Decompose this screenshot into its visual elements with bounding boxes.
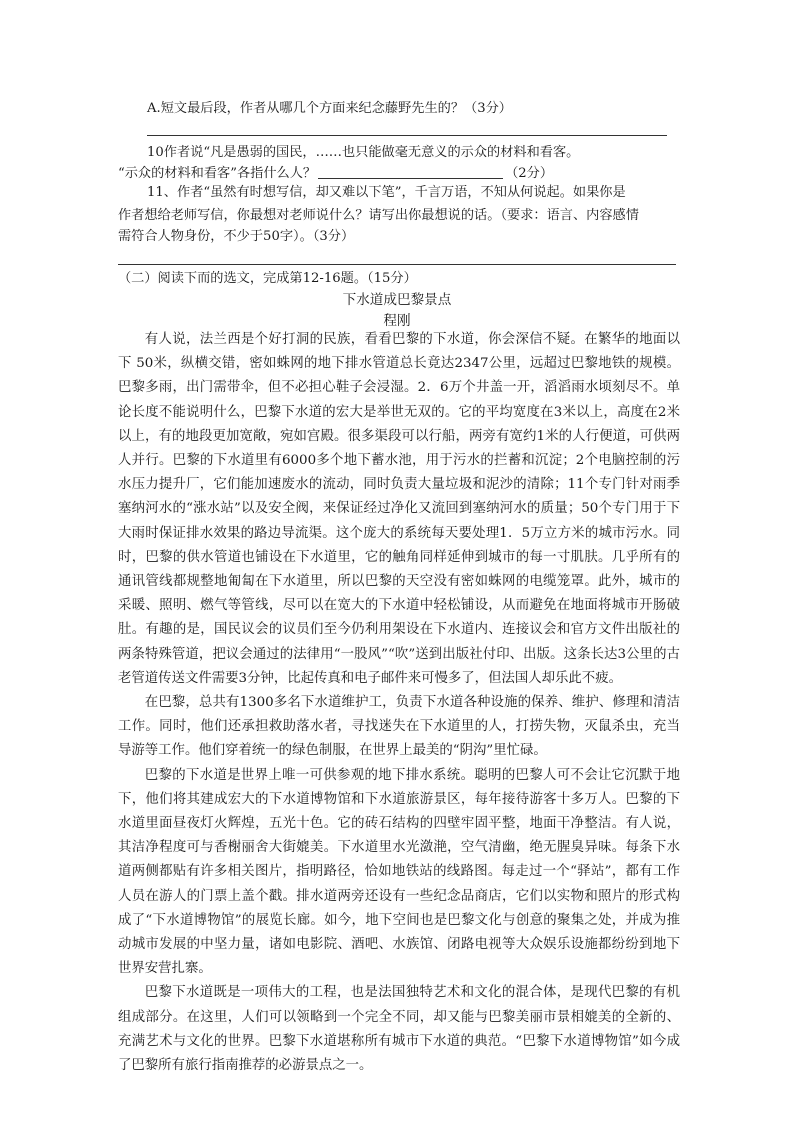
question-10-line-2 bbox=[118, 165, 553, 182]
article-paragraph: 有人说，法兰西是个好打洞的民族，看看巴黎的下水道，你会深信不疑。在繁华的地面以下 50米，纵横交错，密如蛛网的地下排水管道总长竟达2347公里，远超过巴黎地铁的规模。巴黎多雨，出门需带伞，但不必担心鞋子会浸湿。2．6万个井盖一开，滔滔雨水顷刻尽不。单论长度不能说明什么，巴黎下水道的宏大是举世无双的。它的平均宽度在3米以上，高度在2米以上，有的地段更加宽敞，宛如宫殿。很多渠段可以行船，两旁有宽约1米的人行便道，可供两人并行。巴黎的下水道里有6000多个地下蓄水池，用于污水的拦蓄和沉淀；2个电脑控制的污水压力提升厂，它们能加速废水的流动，同时负责大量垃圾和泥沙的清除；11个专门针对雨季塞纳河水的“涨水站”以及安全阀，来保证经过净化又流回到塞纳河水的质量；50个专门用于下大雨时保证排水效果的路边导流渠。这个庞大的系统每天要处理1．5万立方米的城市污水。同时，巴黎的供水管道也铺设在下水道里，它的触角同样延伸到城市的每一寸肌肤。几乎所有的通讯管线都规整地匍匐在下水道里，所以巴黎的天空没有密如蛛网的电缆笼罩。此外，城市的采暖、照明、燃气等管线，尽可以在宽大的下水道中轻松铺设，从而避免在地面将城市开肠破肚。有趣的是，国民议会的议员们至今仍利用架设在下水道内、连接议会和官方文件出版社的两条特殊管道，把议会通过的法律用“一股风”“吹”送到出版社付印、出版。这条长达3公里的古老管道传送文件需要3分钟，比起传真和电子邮件来可慢多了，但法国人却乐此不疲。 bbox=[118, 332, 680, 686]
question-11-line-3: 需符合人物身份，不少于50字）。（3分） bbox=[118, 229, 355, 244]
question-a: A.短文最后段，作者从哪几个方面来纪念藤野先生的？（3分） bbox=[147, 101, 512, 116]
answer-line-a[interactable] bbox=[147, 135, 667, 136]
article-paragraph: 在巴黎，总共有1300多名下水道维护工，负责下水道各种设施的保养、维护、修理和清洁工作。同时，他们还承担救助落水者，寻找迷失在下水道里的人，打捞失物，灭鼠杀虫，充当导游等工作。他们穿着统一的绿色制服，在世界上最美的“阴沟”里忙碌。 bbox=[118, 695, 680, 759]
article-paragraph: 巴黎下水道既是一项伟大的工程，也是法国独特艺术和文化的混合体，是现代巴黎的有机组成部分。在这里，人们可以领略到一个完全不同，却又能与巴黎美丽市景相媲美的全新的、充满艺术与文化的世界。巴黎下水道堪称所有城市下水道的典范。“巴黎下水道博物馆”如今成了巴黎所有旅行指南推荐的必游景点之一。 bbox=[118, 985, 680, 1074]
answer-line-11[interactable] bbox=[118, 264, 676, 265]
question-11-line-2: 作者想给老师写信，你最想对老师说什么？请写出你最想说的话。（要求：语言、内容感情 bbox=[118, 208, 639, 223]
question-10-line-1: 10作者说“凡是愚弱的国民，……也只能做毫无意义的示众的材料和看客。 bbox=[147, 145, 580, 160]
question-10-prompt: “示众的材料和看客”各指什么人？ bbox=[118, 166, 317, 181]
question-10-points: （2分） bbox=[505, 166, 554, 181]
question-11-line-1: 11、作者“虽然有时想写信，却又难以下笔”，千言万语，不知从何说起。如果你是 bbox=[147, 185, 626, 200]
answer-blank-10[interactable] bbox=[318, 165, 503, 179]
article-paragraph: 巴黎的下水道是世界上唯一可供参观的地下排水系统。聪明的巴黎人可不会让它沉默于地下，他们将其建成宏大的下水道博物馆和下水道旅游景区，每年接待游客十多万人。巴黎的下水道里面昼夜灯火辉煌，五光十色。它的砖石结构的四壁牢固平整，地面干净整洁。有人说，其洁净程度可与香榭丽舍大街媲美。下水道里水光潋滟，空气清幽，绝无腥臭异味。每条下水道两侧都贴有许多相关图片，指明路径，恰如地铁站的线路图。每走过一个“驿站”，都有工作人员在游人的门票上盖个戳。排水道两旁还设有一些纪念品商店，它们以实物和照片的形式构成了“下水道博物馆”的展览长廊。如今，地下空间也是巴黎文化与创意的聚集之处，并成为推动城市发展的中坚力量，诸如电影院、酒吧、水族馆、闭路电视等大众娱乐设施都纷纷到地下世界安营扎寨。 bbox=[118, 767, 680, 977]
section-instruction: （二）阅读下而的选文，完成第12-16题。（15分） bbox=[118, 271, 417, 286]
article-body bbox=[118, 328, 680, 1078]
article-author: 程刚 bbox=[383, 313, 411, 329]
article-title: 下水道成巴黎景点 bbox=[342, 292, 452, 308]
